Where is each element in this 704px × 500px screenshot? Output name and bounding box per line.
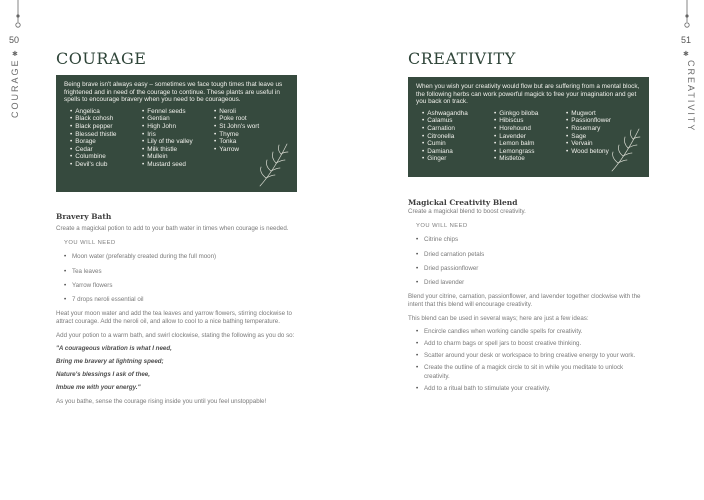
recipe-intro: Create a magickal blend to boost creativity. (408, 208, 526, 215)
herb-item: • Tonka (214, 138, 286, 146)
herb-item: • Ginkgo biloba (494, 110, 566, 118)
box-intro: Being brave isn't always easy – sometimes we face tough times that leave us frightened and in need of the courage to continue. These plants are useful in spells to encourage bravery when you need to be courageous. (64, 81, 283, 104)
ideas-list (416, 328, 648, 393)
herb-item: • St John's wort (214, 123, 286, 131)
herb-sprig-icon (257, 140, 291, 188)
incantation-line: "A courageous vibration is what I need, (56, 344, 172, 352)
herb-sprig-icon (609, 125, 643, 173)
herb-item: • Mugwort (566, 110, 638, 118)
herb-item: • Milk thistle (142, 146, 214, 154)
box-intro: When you wish your creativity would flow but are suffering from a mental block, the following herbs can work powerful magick to free your imagination and get you back on track. (416, 83, 640, 106)
herb-item: • Thyme (214, 131, 286, 139)
idea-item: • Add to charm bags or spell jars to boost creative thinking. (416, 340, 648, 348)
herb-item: • Fennel seeds (142, 108, 214, 116)
ingredient-list (64, 253, 296, 304)
page-title: CREATIVITY (408, 49, 516, 68)
herb-item: • Ashwagandha (422, 110, 494, 118)
herb-list (64, 108, 289, 169)
recipe-title: Magickal Creativity Blend (408, 198, 518, 207)
herb-column (494, 110, 566, 163)
recipe-step: Add your potion to a warm bath, and swirl clockwise, stating the following as you do so: (56, 331, 295, 339)
herb-item: • Mullein (142, 153, 214, 161)
you-will-need-heading: YOU WILL NEED (416, 223, 468, 230)
herb-item: • Devil's club (70, 161, 142, 169)
side-label: CREATIVITY (686, 60, 696, 133)
herb-item: • Damiana (422, 148, 494, 156)
star-icon: ✱ (12, 51, 18, 58)
herb-item: • Yarrow (214, 146, 286, 154)
ingredient-list (416, 236, 648, 287)
idea-item: • Add to a ritual bath to stimulate your creativity. (416, 385, 648, 393)
ingredient-item: • Citrine chips (416, 236, 648, 244)
recipe-step: Heat your moon water and add the tea leaves and yarrow flowers, stirring clockwise to attract courage. Add the neroli oil, and allow to cool to a nice bathing temperature. (56, 310, 292, 326)
herb-column (70, 108, 142, 169)
herb-item: • Mistletoe (494, 155, 566, 163)
herb-item: • Lily of the valley (142, 138, 214, 146)
herb-item: • Wood betony (566, 148, 638, 156)
incantation-line: Imbue me with your energy." (56, 384, 141, 392)
ingredient-item: • 7 drops neroli essential oil (64, 296, 296, 304)
herb-item: • Borage (70, 138, 142, 146)
herb-item: • Rosemary (566, 125, 638, 133)
ingredient-item: • Moon water (preferably created during the full moon) (64, 253, 296, 261)
ingredient-item: • Dried carnation petals (416, 251, 648, 259)
recipe-body (56, 225, 296, 411)
incantation-line: Nature's blessings I ask of thee, (56, 371, 150, 379)
ingredient-item: • Yarrow flowers (64, 282, 296, 290)
herb-item: • Calamus (422, 117, 494, 125)
herb-item: • Black cohosh (70, 115, 142, 123)
ingredient-item: • Dried lavender (416, 279, 648, 287)
herb-list (416, 110, 641, 163)
herb-item: • Lavender (494, 133, 566, 141)
recipe-title: Bravery Bath (56, 212, 112, 221)
herb-column (422, 110, 494, 163)
idea-item: • Encircle candles when working candle spells for creativity. (416, 328, 648, 336)
recipe-closing: As you bathe, sense the courage rising inside you until you feel unstoppable! (56, 397, 267, 405)
ingredient-item: • Tea leaves (64, 268, 296, 276)
herb-item: • High John (142, 123, 214, 131)
herb-item: • Lemon balm (494, 140, 566, 148)
herb-info-box (56, 75, 297, 192)
recipe-body (408, 208, 648, 399)
ornament-icon (681, 0, 693, 30)
herb-column (142, 108, 214, 169)
star-icon: ✱ (683, 51, 689, 58)
recipe-step: This blend can be used in several ways; here are just a few ideas: (408, 314, 589, 322)
herb-item: • Iris (142, 131, 214, 139)
herb-item: • Hibiscus (494, 117, 566, 125)
herb-item: • Cedar (70, 146, 142, 154)
herb-info-box (408, 77, 649, 177)
herb-item: • Horehound (494, 125, 566, 133)
herb-item: • Columbine (70, 153, 142, 161)
page-title: COURAGE (56, 49, 147, 68)
herb-item: • Angelica (70, 108, 142, 116)
herb-item: • Sage (566, 133, 638, 141)
idea-item: • Scatter around your desk or workspace to bring creative energy to your work. (416, 352, 648, 360)
herb-item: • Citronella (422, 133, 494, 141)
page-number: 50 (9, 35, 20, 45)
herb-item: • Mustard seed (142, 161, 214, 169)
herb-item: • Gentian (142, 115, 214, 123)
idea-item: • Create the outline of a magick circle to sit in while you meditate to unlock creativity. (416, 364, 648, 380)
incantation-line: Bring me bravery at lightning speed; (56, 358, 164, 366)
ingredient-item: • Dried passionflower (416, 265, 648, 273)
ornament-icon (12, 0, 24, 30)
recipe-step: Blend your citrine, carnation, passionflower, and lavender together clockwise with the intent that this blend will encourage creativity. (408, 293, 641, 309)
herb-item: • Black pepper (70, 123, 142, 131)
page-number: 51 (681, 35, 692, 45)
herb-item: • Lemongrass (494, 148, 566, 156)
recipe-intro: Create a magickal potion to add to your bath water in times when courage is needed. (56, 225, 289, 232)
you-will-need-heading: YOU WILL NEED (64, 240, 116, 247)
herb-item: • Neroli (214, 108, 286, 116)
herb-item: • Cumin (422, 140, 494, 148)
herb-item: • Passionflower (566, 117, 638, 125)
herb-item: • Vervain (566, 140, 638, 148)
right-page (352, 0, 704, 500)
side-label: COURAGE (10, 58, 20, 118)
herb-item: • Poke root (214, 115, 286, 123)
herb-item: • Carnation (422, 125, 494, 133)
herb-item: • Blessed thistle (70, 131, 142, 139)
herb-item: • Ginger (422, 155, 494, 163)
